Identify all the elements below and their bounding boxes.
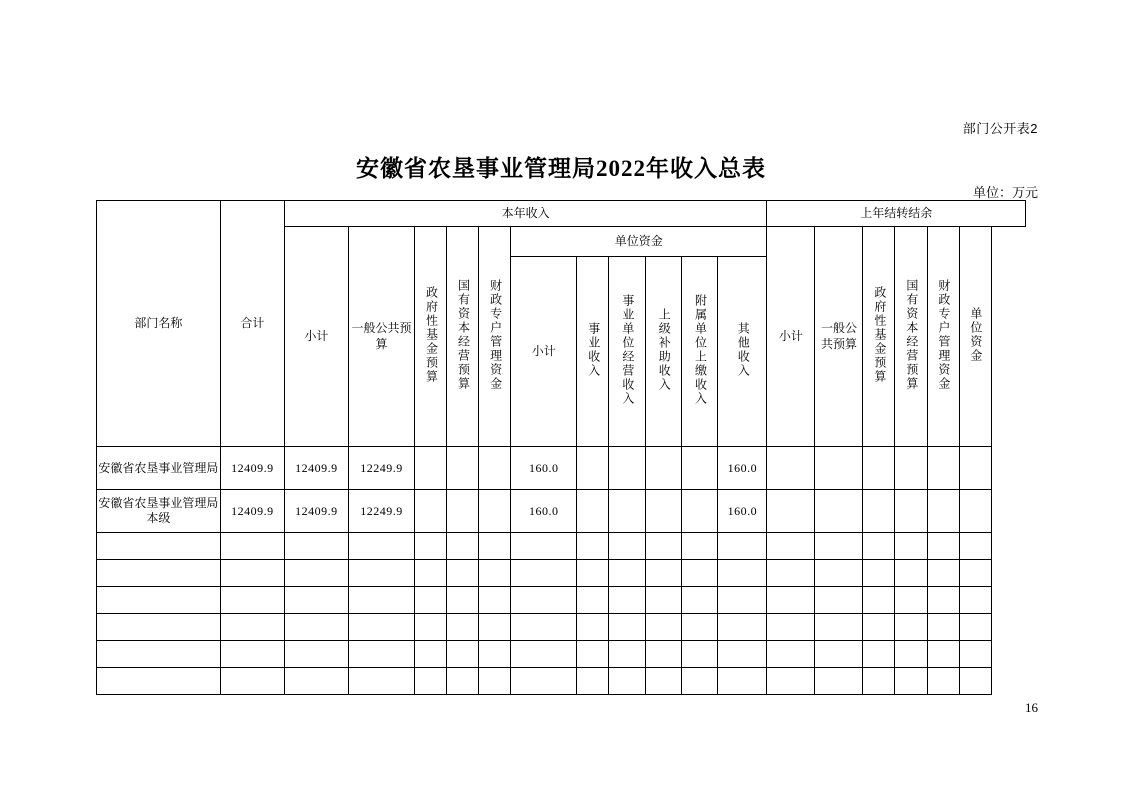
page-number: 16	[1025, 700, 1038, 715]
empty-cell	[767, 533, 815, 560]
row-cy-fsa	[479, 447, 511, 490]
row-co-gfb	[863, 490, 895, 533]
empty-cell	[895, 560, 927, 587]
empty-cell	[479, 560, 511, 587]
empty-cell	[97, 614, 221, 641]
table-row-empty	[97, 560, 1026, 587]
empty-cell	[718, 641, 767, 668]
empty-cell	[927, 533, 959, 560]
table-row-empty	[97, 641, 1026, 668]
empty-cell	[348, 533, 414, 560]
empty-cell	[863, 533, 895, 560]
empty-cell	[927, 614, 959, 641]
empty-cell	[479, 641, 511, 668]
empty-cell	[645, 560, 681, 587]
header-uf-other-income: 其他收入	[718, 257, 767, 447]
row-co-gfb	[863, 447, 895, 490]
row-uf-superior	[645, 447, 681, 490]
empty-cell	[681, 560, 717, 587]
empty-cell	[863, 641, 895, 668]
empty-cell	[220, 641, 284, 668]
empty-cell	[447, 614, 479, 641]
empty-cell	[220, 668, 284, 695]
empty-cell	[681, 641, 717, 668]
empty-cell	[284, 587, 348, 614]
empty-cell	[511, 614, 577, 641]
row-uf-affiliated	[681, 447, 717, 490]
empty-cell	[511, 587, 577, 614]
empty-cell	[447, 560, 479, 587]
empty-cell	[895, 641, 927, 668]
empty-cell	[415, 560, 447, 587]
empty-cell	[577, 560, 609, 587]
row-total: 12409.9	[220, 447, 284, 490]
row-cy-fsa	[479, 490, 511, 533]
table-row-empty	[97, 668, 1026, 695]
empty-cell	[609, 533, 645, 560]
empty-cell	[415, 614, 447, 641]
header-cy-fiscal-special-account: 财政专户管理资金	[479, 227, 511, 447]
row-co-soe	[895, 447, 927, 490]
row-cy-subtotal: 12409.9	[284, 447, 348, 490]
header-co-fiscal-special-account: 财政专户管理资金	[927, 227, 959, 447]
empty-cell	[718, 587, 767, 614]
empty-cell	[767, 560, 815, 587]
empty-cell	[681, 587, 717, 614]
row-co-fsa	[927, 447, 959, 490]
empty-cell	[511, 668, 577, 695]
row-cy-soe	[447, 447, 479, 490]
empty-cell	[863, 587, 895, 614]
table-row	[97, 490, 1026, 533]
row-cy-subtotal: 12409.9	[284, 490, 348, 533]
empty-cell	[220, 560, 284, 587]
empty-cell	[681, 668, 717, 695]
empty-cell	[959, 587, 991, 614]
header-group-current-year: 本年收入	[284, 201, 767, 227]
empty-cell	[348, 560, 414, 587]
row-co-soe	[895, 490, 927, 533]
empty-cell	[895, 668, 927, 695]
empty-cell	[220, 587, 284, 614]
empty-cell	[220, 614, 284, 641]
empty-cell	[284, 614, 348, 641]
row-uf-subtotal: 160.0	[511, 447, 577, 490]
empty-cell	[479, 533, 511, 560]
header-dept-name: 部门名称	[97, 201, 221, 447]
empty-cell	[97, 587, 221, 614]
empty-cell	[959, 641, 991, 668]
empty-cell	[577, 533, 609, 560]
empty-cell	[927, 668, 959, 695]
empty-cell	[718, 560, 767, 587]
header-co-soe-capital-budget: 国有资本经营预算	[895, 227, 927, 447]
page-title: 安徽省农垦事业管理局2022年收入总表	[356, 156, 766, 181]
empty-cell	[863, 560, 895, 587]
row-cy-gpb: 12249.9	[348, 490, 414, 533]
empty-cell	[97, 668, 221, 695]
empty-cell	[959, 614, 991, 641]
header-uf-business-income: 事业收入	[577, 257, 609, 447]
header-cy-soe-capital-budget: 国有资本经营预算	[447, 227, 479, 447]
empty-cell	[609, 614, 645, 641]
header-cy-subtotal: 小计	[284, 227, 348, 447]
row-uf-other: 160.0	[718, 490, 767, 533]
empty-cell	[718, 668, 767, 695]
empty-cell	[767, 614, 815, 641]
row-dept-name: 安徽省农垦事业管理局	[97, 447, 221, 490]
empty-cell	[645, 587, 681, 614]
empty-cell	[284, 641, 348, 668]
empty-cell	[511, 560, 577, 587]
empty-cell	[959, 668, 991, 695]
empty-cell	[609, 560, 645, 587]
table-row	[97, 447, 1026, 490]
table-body	[97, 447, 1026, 695]
form-number-label: 部门公开表2	[962, 121, 1038, 136]
empty-cell	[348, 641, 414, 668]
empty-cell	[577, 614, 609, 641]
empty-cell	[348, 668, 414, 695]
empty-cell	[959, 560, 991, 587]
empty-cell	[577, 587, 609, 614]
row-uf-business	[577, 447, 609, 490]
row-uf-superior	[645, 490, 681, 533]
row-dept-name: 安徽省农垦事业管理局本级	[97, 490, 221, 533]
empty-cell	[447, 587, 479, 614]
row-uf-subtotal: 160.0	[511, 490, 577, 533]
empty-cell	[415, 668, 447, 695]
row-cy-soe	[447, 490, 479, 533]
row-co-unit	[959, 447, 991, 490]
header-group-carryover: 上年结转结余	[767, 201, 1026, 227]
empty-cell	[815, 560, 863, 587]
empty-cell	[609, 641, 645, 668]
empty-cell	[577, 641, 609, 668]
header-co-gov-fund-budget: 政府性基金预算	[863, 227, 895, 447]
empty-cell	[895, 587, 927, 614]
empty-cell	[284, 668, 348, 695]
empty-cell	[927, 587, 959, 614]
empty-cell	[479, 668, 511, 695]
empty-cell	[959, 533, 991, 560]
table-row-empty	[97, 587, 1026, 614]
empty-cell	[97, 533, 221, 560]
empty-cell	[479, 614, 511, 641]
empty-cell	[609, 587, 645, 614]
header-co-general-public-budget: 一般公共预算	[815, 227, 863, 447]
empty-cell	[447, 641, 479, 668]
empty-cell	[511, 641, 577, 668]
empty-cell	[863, 614, 895, 641]
empty-cell	[511, 533, 577, 560]
empty-cell	[415, 641, 447, 668]
row-cy-gfb	[415, 490, 447, 533]
table-row-empty	[97, 614, 1026, 641]
header-uf-superior-subsidy: 上级补助收入	[645, 257, 681, 447]
empty-cell	[815, 668, 863, 695]
empty-cell	[348, 587, 414, 614]
empty-cell	[815, 533, 863, 560]
row-total: 12409.9	[220, 490, 284, 533]
header-co-unit-funds: 单位资金	[959, 227, 991, 447]
empty-cell	[97, 560, 221, 587]
empty-cell	[645, 614, 681, 641]
header-cy-general-public-budget: 一般公共预算	[348, 227, 414, 447]
empty-cell	[815, 587, 863, 614]
empty-cell	[415, 587, 447, 614]
empty-cell	[220, 533, 284, 560]
row-cy-gpb: 12249.9	[348, 447, 414, 490]
row-co-subtotal	[767, 490, 815, 533]
empty-cell	[645, 641, 681, 668]
header-uf-affiliated-unit-remit: 附属单位上缴收入	[681, 257, 717, 447]
empty-cell	[815, 641, 863, 668]
header-cy-gov-fund-budget: 政府性基金预算	[415, 227, 447, 447]
empty-cell	[767, 641, 815, 668]
empty-cell	[447, 668, 479, 695]
empty-cell	[284, 533, 348, 560]
row-co-unit	[959, 490, 991, 533]
row-uf-other: 160.0	[718, 447, 767, 490]
empty-cell	[284, 560, 348, 587]
empty-cell	[479, 587, 511, 614]
empty-cell	[927, 641, 959, 668]
row-uf-operating	[609, 490, 645, 533]
empty-cell	[577, 668, 609, 695]
empty-cell	[447, 533, 479, 560]
row-co-gpb	[815, 490, 863, 533]
row-cy-gfb	[415, 447, 447, 490]
empty-cell	[767, 668, 815, 695]
empty-cell	[718, 533, 767, 560]
header-co-subtotal: 小计	[767, 227, 815, 447]
empty-cell	[415, 533, 447, 560]
empty-cell	[815, 614, 863, 641]
income-summary-table	[96, 200, 1026, 695]
empty-cell	[895, 614, 927, 641]
table-row-empty	[97, 533, 1026, 560]
empty-cell	[767, 587, 815, 614]
empty-cell	[645, 533, 681, 560]
header-total: 合计	[220, 201, 284, 447]
row-co-subtotal	[767, 447, 815, 490]
empty-cell	[895, 533, 927, 560]
empty-cell	[97, 641, 221, 668]
row-uf-business	[577, 490, 609, 533]
row-uf-operating	[609, 447, 645, 490]
empty-cell	[681, 533, 717, 560]
row-uf-affiliated	[681, 490, 717, 533]
empty-cell	[927, 560, 959, 587]
empty-cell	[718, 614, 767, 641]
empty-cell	[863, 668, 895, 695]
empty-cell	[645, 668, 681, 695]
empty-cell	[348, 614, 414, 641]
empty-cell	[681, 614, 717, 641]
header-uf-business-operating-income: 事业单位经营收入	[609, 257, 645, 447]
row-co-fsa	[927, 490, 959, 533]
header-group-unit-funds: 单位资金	[511, 227, 767, 257]
empty-cell	[609, 668, 645, 695]
header-uf-subtotal: 小计	[511, 257, 577, 447]
row-co-gpb	[815, 447, 863, 490]
unit-note: 单位：万元	[972, 185, 1038, 200]
